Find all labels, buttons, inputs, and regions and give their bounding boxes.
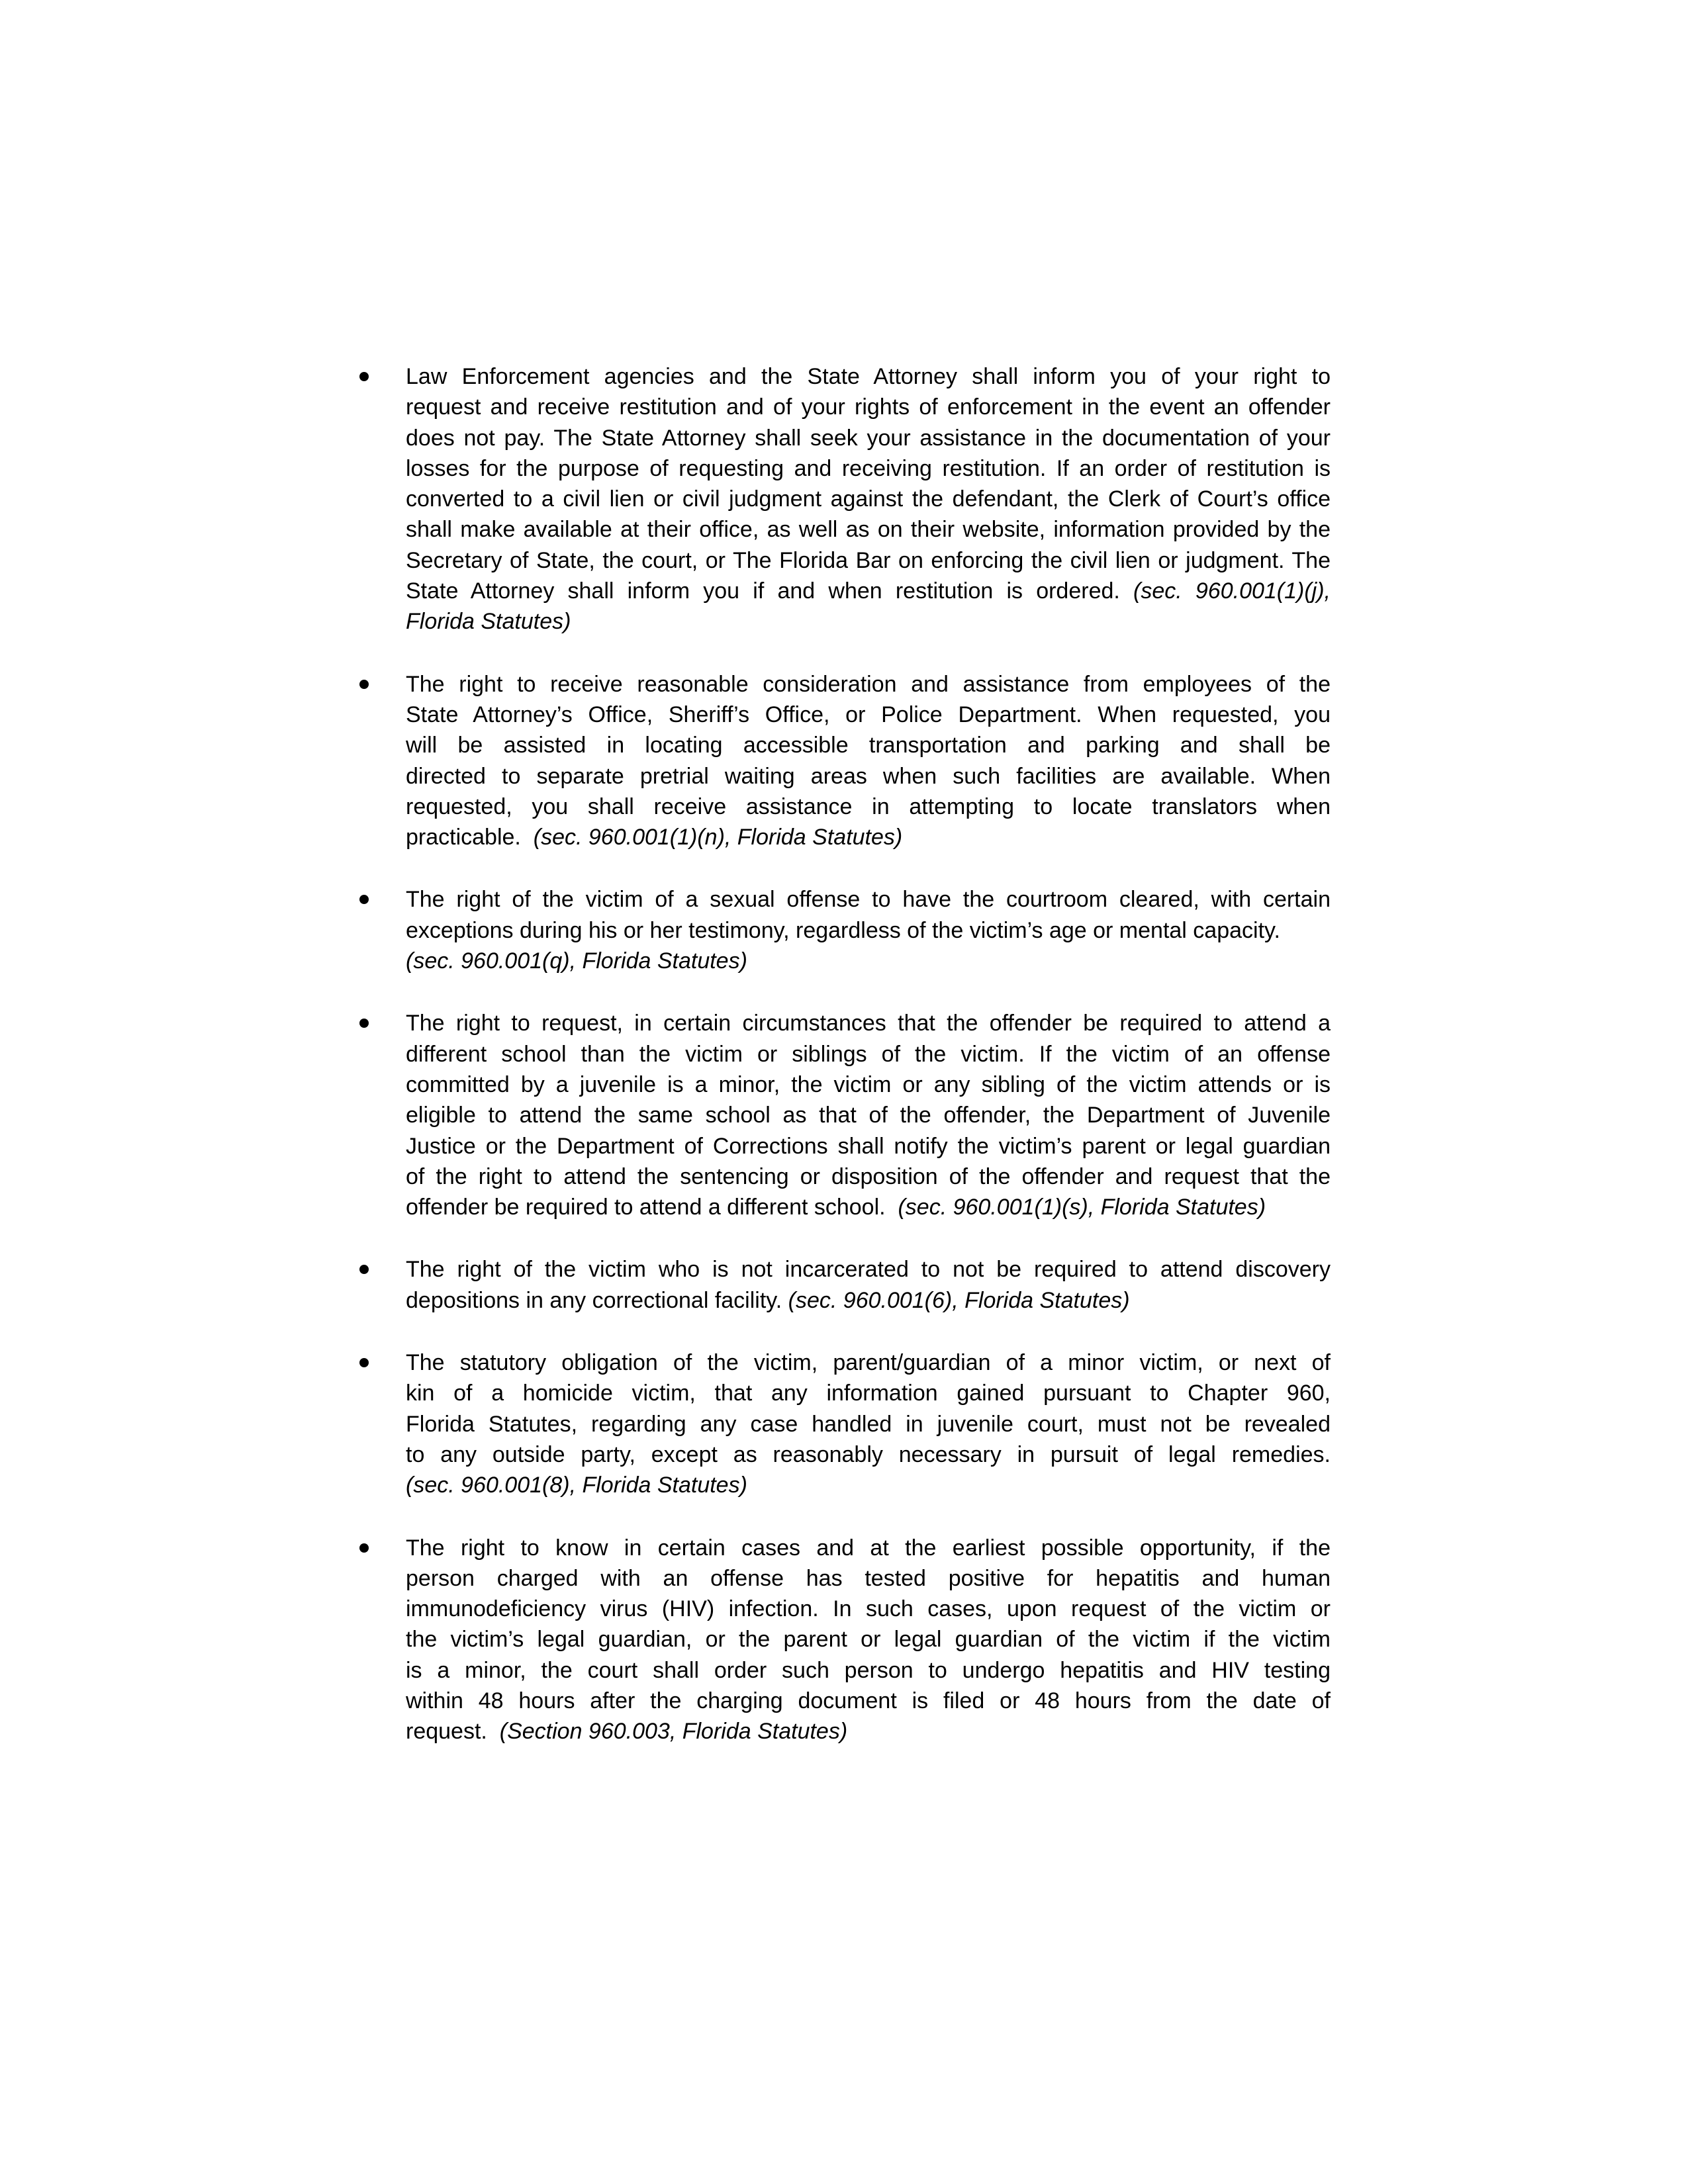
bullet-line: [406, 1039, 1331, 1069]
body-text-segment: The right of the victim of a sexual offense to have the courtroom cleared, with certain: [406, 887, 1331, 913]
body-text-segment: person charged with an offense has tested positive for hepatitis and human: [406, 1565, 1331, 1591]
bullet-line: [406, 730, 1331, 760]
bullet-text: [406, 1254, 1331, 1316]
bullet-line: [406, 1254, 1331, 1285]
bullet-line: [406, 822, 1331, 852]
statute-citation-text: Florida Statutes): [406, 609, 571, 635]
bullet-dot-icon: [357, 1347, 406, 1367]
body-text-segment: request.: [406, 1719, 500, 1745]
bullet-text: [406, 669, 1331, 853]
body-text-segment: The right to receive reasonable consideration and assistance from employees of the: [406, 671, 1331, 697]
bullet-dot-icon: [357, 884, 406, 904]
statute-citation-text: (sec. 960.001(1)(n), Florida Statutes): [533, 825, 903, 850]
bullet-line: [406, 1131, 1331, 1161]
body-text-segment: Florida Statutes, regarding any case handled in juvenile court, must not be revealed: [406, 1411, 1331, 1437]
body-text-segment: will be assisted in locating accessible transportation and parking and shall be: [406, 733, 1331, 758]
body-text-segment: State Attorney shall inform you if and when restitution is ordered.: [406, 578, 1134, 604]
body-text-segment: the victim’s legal guardian, or the parent or legal guardian of the victim if the victim: [406, 1627, 1331, 1653]
body-text-segment: converted to a civil lien or civil judgment against the defendant, the Clerk of Court’s office: [406, 486, 1331, 512]
body-text-segment: of the right to attend the sentencing or disposition of the offender and request that the: [406, 1163, 1331, 1189]
bullet-item: [357, 1254, 1331, 1316]
bullet-line: [406, 669, 1331, 700]
body-text-segment: request and receive restitution and of your rights of enforcement in the event an offender: [406, 394, 1331, 420]
bullet-line: [406, 1533, 1331, 1563]
bullet-item: [357, 884, 1331, 976]
body-text-segment: The right to know in certain cases and at the earliest possible opportunity, if the: [406, 1535, 1331, 1561]
body-text-segment: within 48 hours after the charging document is filed or 48 hours from the date of: [406, 1688, 1331, 1713]
body-text-segment: eligible to attend the same school as that of the offender, the Department of Juvenile: [406, 1103, 1331, 1128]
body-text-segment: requested, you shall receive assistance in attempting to locate translators when: [406, 794, 1331, 819]
bullet-line: [406, 1439, 1331, 1470]
body-text-segment: to any outside party, except as reasonably necessary in pursuit of legal remedies.: [406, 1441, 1331, 1467]
bullet-line: [406, 1285, 1331, 1316]
bullet-line: [406, 1655, 1331, 1686]
bullet-line: [406, 1100, 1331, 1130]
bullet-line: [406, 792, 1331, 822]
body-text-segment: The statutory obligation of the victim, parent/guardian of a minor victim, or next of: [406, 1350, 1331, 1376]
bullet-line: [406, 884, 1331, 915]
bullet-text: [406, 884, 1331, 976]
bullet-line: [406, 514, 1331, 545]
body-text-segment: different school than the victim or siblings of the victim. If the victim of an offense: [406, 1041, 1331, 1067]
bullet-text: [406, 361, 1331, 637]
body-text-segment: shall make available at their office, as well as on their website, information provided by the: [406, 517, 1331, 543]
body-text-segment: exceptions during his or her testimony, regardless of the victim’s age or mental capacity.: [406, 917, 1280, 943]
bullet-dot-icon: [357, 669, 406, 689]
bullet-dot-icon: [357, 1533, 406, 1553]
bullet-line: [406, 1378, 1331, 1408]
bullet-line: [406, 700, 1331, 730]
bullet-item: [357, 361, 1331, 637]
bullet-dot-icon: [357, 361, 406, 381]
statute-citation-text: (Section 960.003, Florida Statutes): [499, 1719, 848, 1745]
bullet-line: [406, 915, 1331, 946]
body-text-segment: Justice or the Department of Corrections shall notify the victim’s parent or legal guardian: [406, 1133, 1331, 1159]
bullet-dot-icon: [357, 1254, 406, 1274]
body-text-segment: is a minor, the court shall order such person to undergo hepatitis and HIV testing: [406, 1657, 1331, 1683]
bullet-line: [406, 606, 1331, 637]
bullet-line: [406, 545, 1331, 576]
body-text-segment: practicable.: [406, 825, 534, 850]
bullet-line: [406, 423, 1331, 453]
bullet-line: [406, 1008, 1331, 1038]
statute-citation-text: (sec. 960.001(1)(j),: [1133, 578, 1331, 604]
body-text-segment: committed by a juvenile is a minor, the victim or any sibling of the victim attends or is: [406, 1071, 1331, 1097]
body-text-segment: Law Enforcement agencies and the State Attorney shall inform you of your right to: [406, 364, 1331, 389]
bullet-text: [406, 1008, 1331, 1222]
statute-citation-text: (sec. 960.001(1)(s), Florida Statutes): [898, 1195, 1266, 1220]
bullet-list: [357, 361, 1331, 1779]
bullet-line: [406, 761, 1331, 792]
body-text-segment: offender be required to attend a different school.: [406, 1195, 898, 1220]
statute-citation-text: (sec. 960.001(6), Florida Statutes): [788, 1287, 1130, 1313]
bullet-line: [406, 1409, 1331, 1439]
bullet-item: [357, 1347, 1331, 1500]
body-text-segment: does not pay. The State Attorney shall seek your assistance in the documentation of your: [406, 425, 1331, 451]
bullet-item: [357, 1008, 1331, 1222]
bullet-line: [406, 1192, 1331, 1222]
bullet-line: [406, 1686, 1331, 1716]
body-text-segment: kin of a homicide victim, that any information gained pursuant to Chapter 960,: [406, 1381, 1331, 1406]
body-text-segment: losses for the purpose of requesting and receiving restitution. If an order of restitution is: [406, 455, 1331, 481]
body-text-segment: The right of the victim who is not incarcerated to not be required to attend discovery: [406, 1257, 1331, 1283]
body-text-segment: immunodeficiency virus (HIV) infection. In such cases, upon request of the victim or: [406, 1596, 1331, 1622]
bullet-line: [406, 361, 1331, 392]
bullet-line: [406, 1470, 1331, 1500]
bullet-item: [357, 669, 1331, 853]
bullet-dot-icon: [357, 1008, 406, 1028]
bullet-line: [406, 946, 1331, 976]
body-text-segment: depositions in any correctional facility.: [406, 1287, 788, 1313]
bullet-text: [406, 1533, 1331, 1747]
statute-citation-text: (sec. 960.001(8), Florida Statutes): [406, 1473, 747, 1498]
bullet-line: [406, 1347, 1331, 1378]
bullet-line: [406, 453, 1331, 484]
body-text-segment: directed to separate pretrial waiting areas when such facilities are available. When: [406, 763, 1331, 789]
bullet-line: [406, 1624, 1331, 1655]
bullet-line: [406, 1594, 1331, 1624]
bullet-line: [406, 576, 1331, 606]
bullet-line: [406, 484, 1331, 514]
bullet-line: [406, 1161, 1331, 1192]
body-text-segment: The right to request, in certain circumstances that the offender be required to attend a: [406, 1011, 1331, 1036]
bullet-item: [357, 1533, 1331, 1747]
statute-citation-text: (sec. 960.001(q), Florida Statutes): [406, 948, 747, 974]
bullet-line: [406, 1069, 1331, 1100]
bullet-text: [406, 1347, 1331, 1500]
body-text-segment: State Attorney’s Office, Sheriff’s Office, or Police Department. When requested, you: [406, 702, 1331, 727]
bullet-line: [406, 1563, 1331, 1594]
body-text-segment: Secretary of State, the court, or The Florida Bar on enforcing the civil lien or judgment. The: [406, 547, 1331, 573]
bullet-line: [406, 1716, 1331, 1747]
bullet-line: [406, 392, 1331, 422]
